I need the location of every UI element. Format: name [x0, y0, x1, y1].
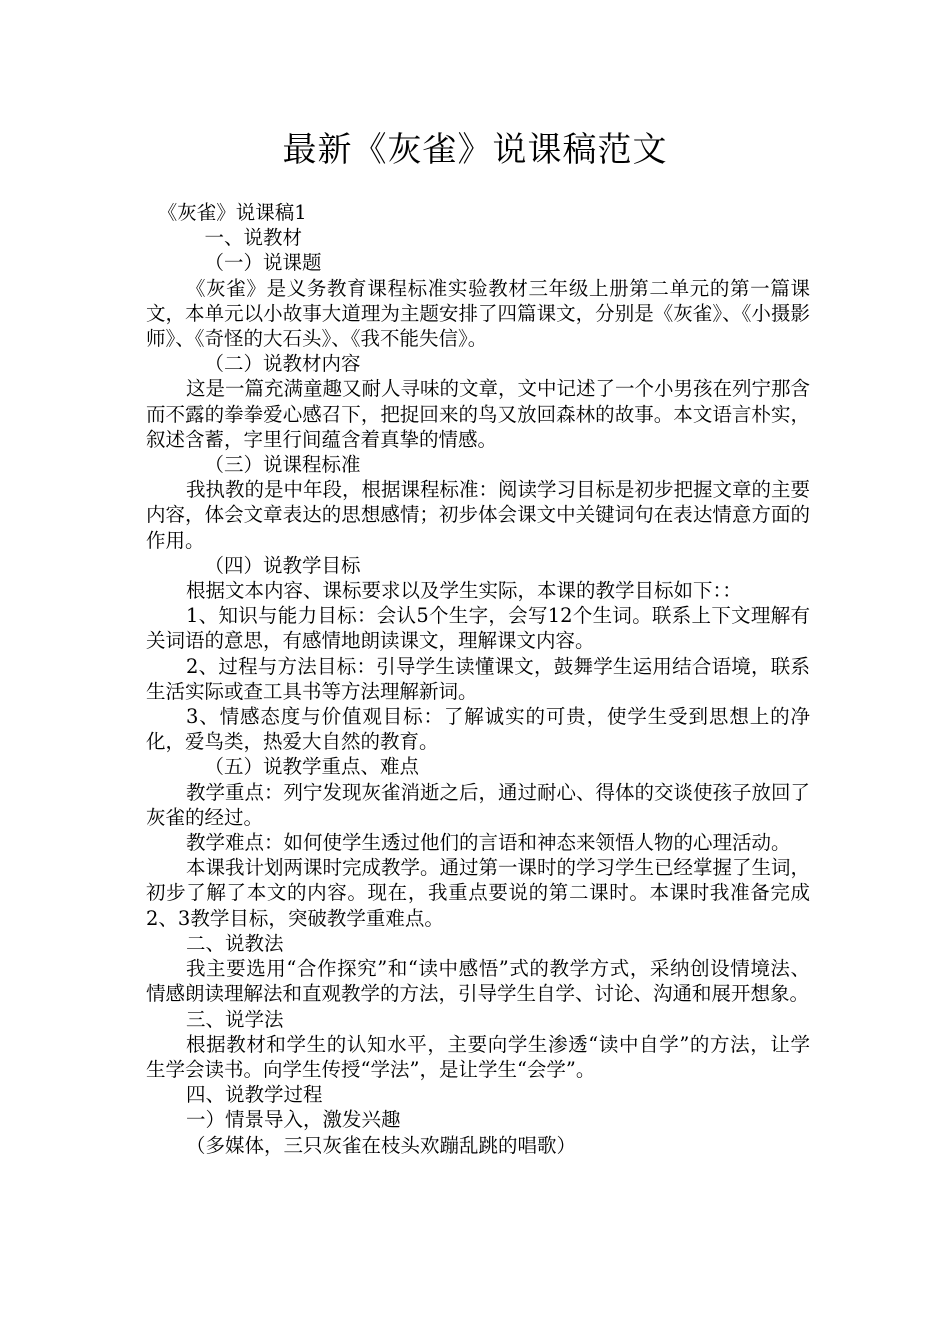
- section-heading-1: 一、说教材: [204, 226, 303, 250]
- section-heading-4: 四、说教学过程: [185, 1083, 323, 1107]
- paragraph-1-4-intro: 根据文本内容、课标要求以及学生实际，本课的教学目标如下：：: [185, 579, 742, 603]
- subsection-heading-1-1: （一）说课题: [204, 251, 322, 275]
- paragraph-key-point: 教学重点：列宁发现灰雀消逝之后，通过耐心、得体的交谈使孩子放回了灰雀的经过。: [146, 780, 810, 829]
- paragraph-goal-3: 3、情感态度与价值观目标：了解诚实的可贵，使学生受到思想上的净化，爱鸟类，热爱大自然的教育。: [146, 705, 810, 754]
- document-title: 最新《灰雀》说课稿范文: [282, 130, 668, 170]
- subsection-heading-1-2: （二）说教材内容: [204, 352, 361, 376]
- paragraph-1-2: 这是一篇充满童趣又耐人寻味的文章，文中记述了一个小男孩在列宁那含而不露的拳拳爱心感召下，把捉回来的鸟又放回森林的故事。本文语言朴实，叙述含蓄，字里行间蕴含着真挚的情感。: [146, 377, 810, 451]
- document-body: [146, 200, 810, 1158]
- paragraph-1-3: 我执教的是中年段，根据课程标准：阅读学习目标是初步把握文章的主要内容，体会文章表达的思想感情；初步体会课文中关键词句在表达情意方面的作用。: [146, 478, 810, 552]
- subsection-heading-1-3: （三）说课程标准: [204, 453, 361, 477]
- subsection-heading-1-5: （五）说教学重点、难点: [204, 755, 420, 779]
- subsection-heading-4-1: 一）情景导入，激发兴趣: [185, 1108, 401, 1132]
- paragraph-heading-lesson: 《灰雀》说课稿1: [157, 201, 307, 224]
- paragraph-goal-2: 2、过程与方法目标：引导学生读懂课文，鼓舞学生运用结合语境，联系生活实际或查工具书等方法理解新词。: [146, 654, 810, 703]
- paragraph-learning-method: 根据教材和学生的认知水平，主要向学生渗透“读中自学”的方法，让学生学会读书。向学生传授“学法”，是让学生“会学”。: [146, 1032, 810, 1081]
- paragraph-difficulty: 教学难点：如何使学生透过他们的言语和神态来领悟人物的心理活动。: [185, 831, 791, 855]
- paragraph-1-1: 《灰雀》是义务教育课程标准实验教材三年级上册第二单元的第一篇课文，本单元以小故事大道理为主题安排了四篇课文，分别是《灰雀》、《小摄影师》、《奇怪的大石头》、《我不能失信》。: [146, 276, 810, 351]
- paragraph-goal-1: 1、知识与能力目标：会认5个生字，会写12个生词。联系上下文理解有关词语的意思，有感情地朗读课文，理解课文内容。: [146, 604, 810, 653]
- section-heading-2: 二、说教法: [185, 931, 284, 955]
- paragraph-multimedia: （多媒体，三只灰雀在枝头欢蹦乱跳的唱歌）: [185, 1133, 576, 1157]
- section-heading-3: 三、说学法: [185, 1007, 284, 1031]
- paragraph-teaching-method: 我主要选用“合作探究”和“读中感悟”式的教学方式，采纳创设情境法、情感朗读理解法和直观教学的方法，引导学生自学、讨论、沟通和展开想象。: [146, 957, 810, 1006]
- subsection-heading-1-4: （四）说教学目标: [204, 553, 361, 577]
- paragraph-plan: 本课我计划两课时完成教学。通过第一课时的学习学生已经掌握了生词，初步了解了本文的内容。现在，我重点要说的第二课时。本课时我准备完成2、3教学目标，突破教学重难点。: [146, 856, 810, 930]
